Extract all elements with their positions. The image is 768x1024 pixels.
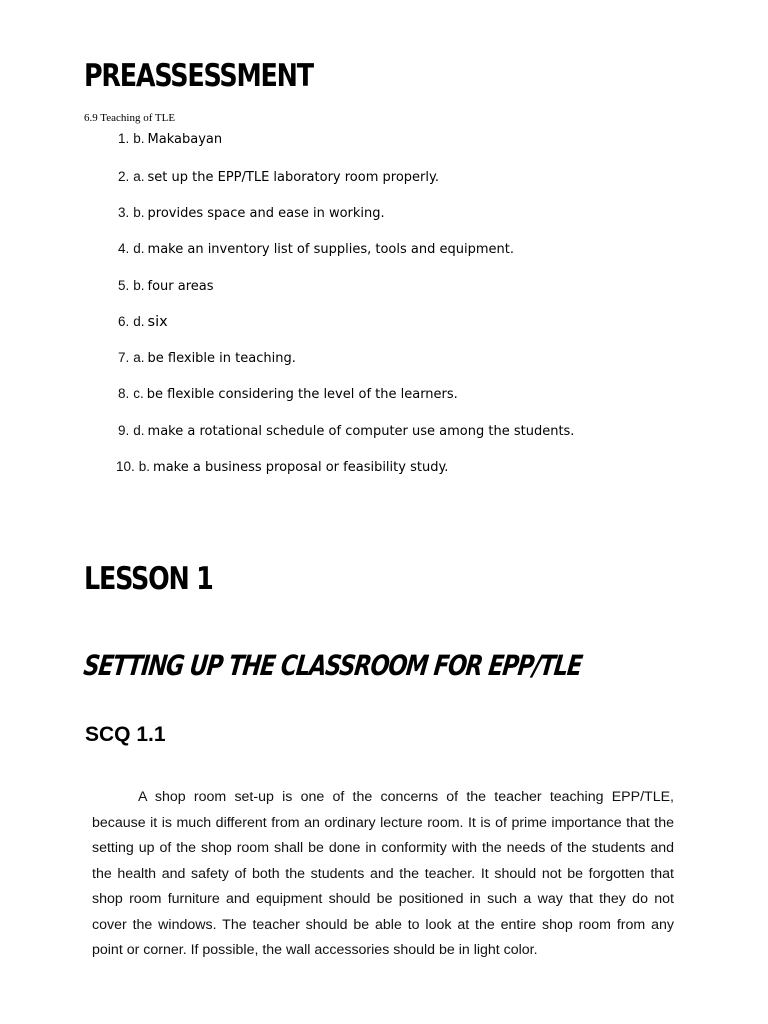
answer-number: 4. — [118, 241, 130, 256]
answer-item — [118, 347, 296, 369]
answer-letter: a. — [133, 169, 145, 184]
answer-text: be flexible in teaching. — [147, 351, 296, 366]
preassessment-title: PREASSESSMENT — [84, 58, 313, 94]
answer-number: 3. — [118, 205, 130, 220]
answer-letter: a. — [133, 350, 145, 365]
answer-number: 10. — [116, 459, 135, 474]
answer-text: be flexible considering the level of the learners. — [146, 387, 458, 402]
answer-letter: b. — [133, 131, 145, 146]
answer-item — [118, 275, 214, 297]
lesson-title: LESSON 1 — [84, 561, 213, 597]
course-label: 6.9 Teaching of TLE — [84, 112, 176, 124]
answer-letter: c. — [133, 386, 144, 401]
lesson-subtitle: SETTING UP THE CLASSROOM FOR EPP/TLE — [81, 649, 584, 682]
answer-text: make an inventory list of supplies, tools and equipment. — [147, 242, 514, 257]
scq-title: SCQ 1.1 — [85, 723, 166, 746]
answer-number: 9. — [118, 423, 130, 438]
answer-text: Makabayan — [147, 132, 223, 147]
answer-item — [118, 238, 514, 260]
answer-text: provides space and ease in working. — [147, 206, 385, 221]
answer-text: make a rotational schedule of computer use among the students. — [147, 424, 575, 439]
answer-letter: b. — [133, 278, 145, 293]
answer-text: make a business proposal or feasibility study. — [153, 460, 449, 475]
answer-text: four areas — [147, 279, 214, 294]
answer-item — [118, 166, 439, 188]
answer-letter: d. — [133, 423, 145, 438]
answer-number: 8. — [118, 386, 130, 401]
answer-number: 2. — [118, 169, 130, 184]
answer-number: 7. — [118, 350, 130, 365]
answer-item — [118, 311, 168, 332]
answer-number: 1. — [118, 131, 130, 146]
scq-body-paragraph: A shop room set-up is one of the concerns of the teacher teaching EPP/TLE, because it is much different from an ordinary lecture room. It is of prime importance that the setting up of the shop room shall be done in conformity with the needs of the students and the health and safety of both the students and the teacher. It should not be forgotten that shop room furniture and equipment should be positioned in such a way that they do not cover the windows. The teacher should be able to look at the entire shop room from any point or corner. If possible, the wall accessories should be in light color. — [92, 789, 674, 958]
answer-item — [118, 383, 458, 405]
answer-item — [118, 202, 385, 224]
answer-letter: d. — [133, 314, 145, 329]
answer-number: 6. — [118, 314, 130, 329]
answer-item — [116, 456, 448, 478]
answer-text: six — [147, 314, 168, 330]
answer-letter: d. — [133, 241, 145, 256]
answer-letter: b. — [138, 459, 151, 474]
answer-item — [118, 128, 222, 150]
answer-item — [118, 420, 574, 442]
answer-number: 5. — [118, 278, 130, 293]
answer-letter: b. — [133, 205, 145, 220]
answer-text: set up the EPP/TLE laboratory room properly. — [147, 170, 439, 185]
